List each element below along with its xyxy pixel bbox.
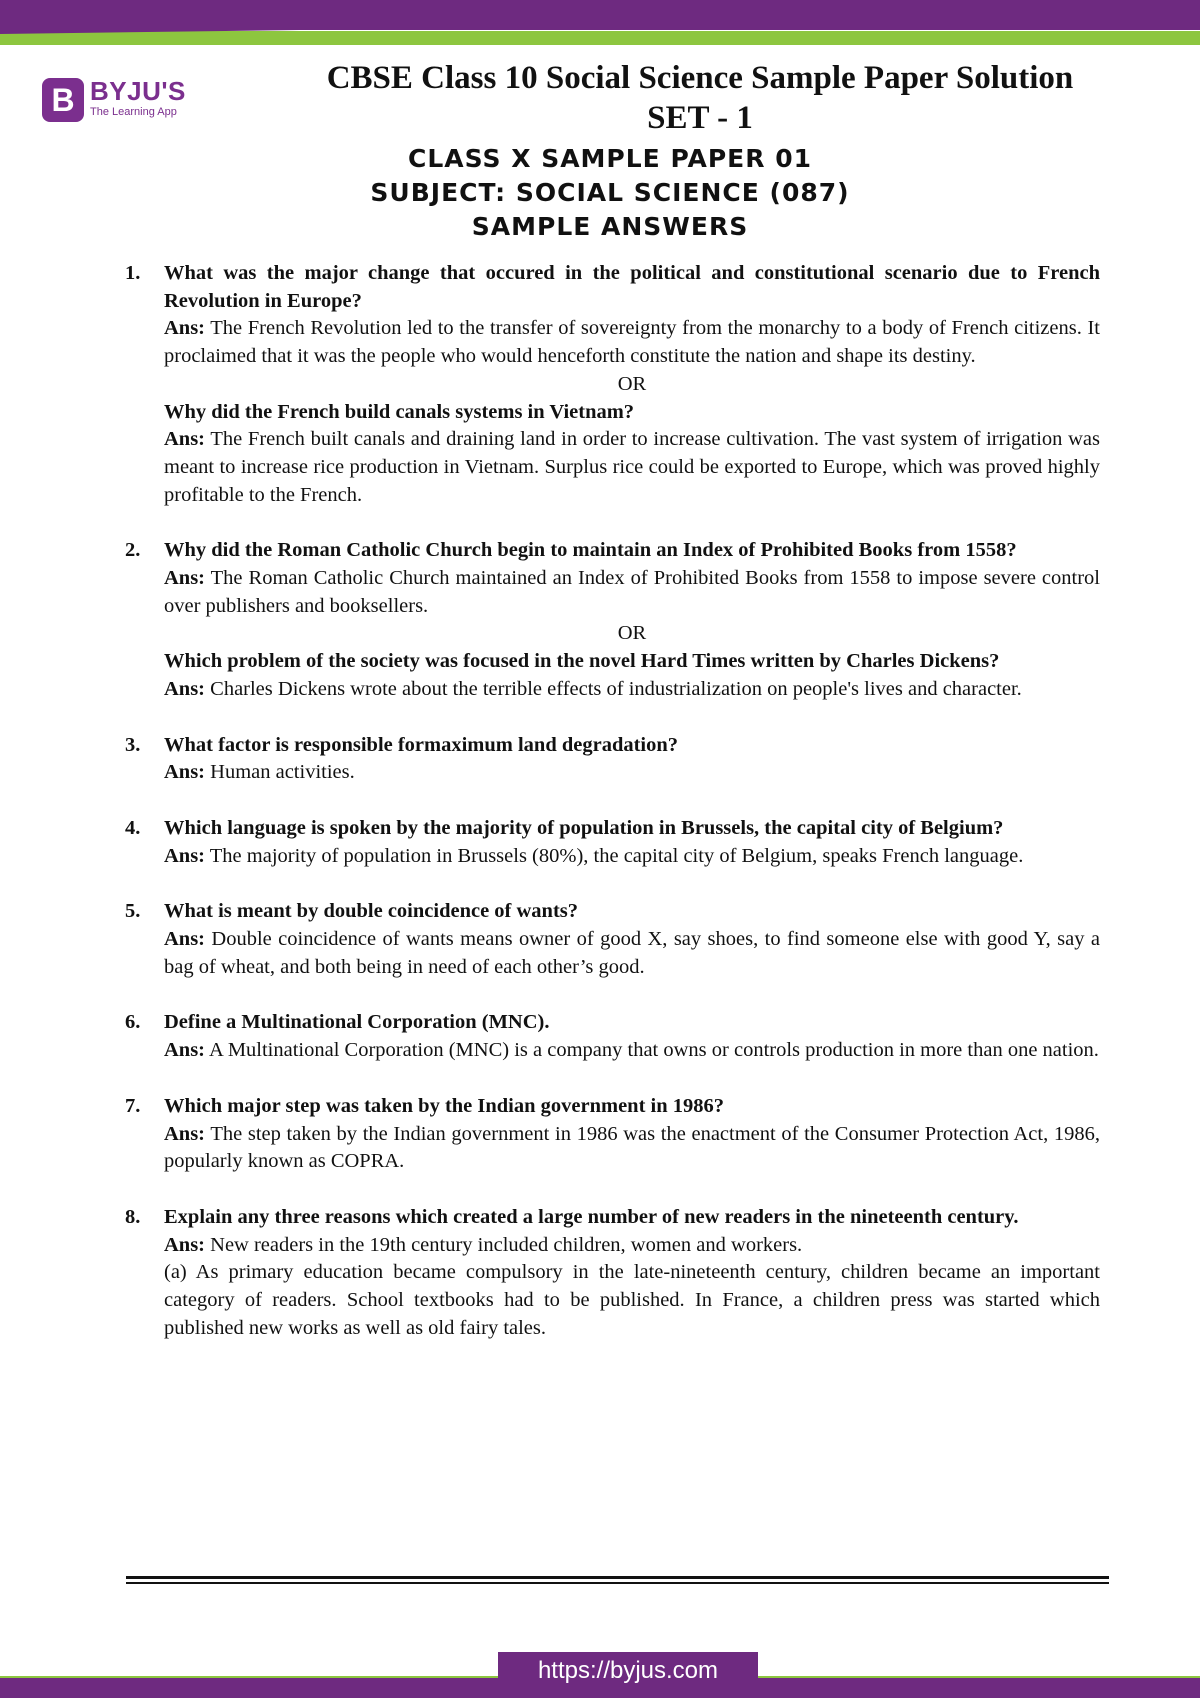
question-1 <box>125 260 1100 509</box>
answer-body: The majority of population in Brussels (80%), the capital city of Belgium, speaks French language. <box>209 844 1024 867</box>
question-8 <box>125 1204 1100 1343</box>
question-2 <box>125 537 1100 703</box>
title-line-2: SET - 1 <box>647 100 753 136</box>
subtitle-line-2: SUBJECT: SOCIAL SCIENCE (087) <box>370 178 850 207</box>
answer-body: Human activities. <box>210 761 355 784</box>
ans-label: Ans: <box>164 928 206 951</box>
question-number: 8. <box>125 1205 141 1228</box>
answer-body: The French Revolution led to the transfer of sovereignty from the monarchy to a body of French citizens. It proclaimed that it was the people who would henceforth constitute the nation and shape its destiny. <box>164 317 1100 368</box>
question-4 <box>125 815 1100 870</box>
answer-point-a: (a) As primary education became compulsory in the late-nineteenth century, children became an important category of readers. School textbooks had to be published. In France, a children press was started which published new works as well as old fairy tales. <box>164 1261 1100 1339</box>
top-banner <box>0 0 1200 46</box>
answer-text <box>164 1232 1100 1260</box>
alt-answer-text <box>164 426 1100 509</box>
answer-text <box>164 843 1100 871</box>
question-text: Why did the Roman Catholic Church begin to maintain an Index of Prohibited Books from 1558? <box>164 539 1017 562</box>
answer-body: Double coincidence of wants means owner of good X, say shoes, to find someone else with good Y, say a bag of wheat, and both being in need of each other’s good. <box>164 928 1100 978</box>
question-3 <box>125 732 1100 787</box>
question-6 <box>125 1009 1100 1064</box>
footer-url-link[interactable]: https://byjus.com <box>498 1652 758 1690</box>
question-number: 4. <box>125 816 141 839</box>
ans-label: Ans: <box>164 844 206 867</box>
subtitle-line-1: CLASS X SAMPLE PAPER 01 <box>408 144 812 173</box>
alt-question-text: Which problem of the society was focused in the novel Hard Times written by Charles Dickens? <box>164 650 1000 673</box>
footer-rule-thick <box>126 1576 1109 1579</box>
question-text: Define a Multinational Corporation (MNC). <box>164 1011 550 1034</box>
ans-label: Ans: <box>164 428 206 451</box>
ans-label: Ans: <box>164 1039 206 1062</box>
answer-text <box>164 315 1100 370</box>
question-number: 7. <box>125 1094 141 1117</box>
ans-label: Ans: <box>164 1122 206 1145</box>
top-banner-green <box>0 31 1200 45</box>
ans-label: Ans: <box>164 677 206 700</box>
answer-text <box>164 1121 1100 1176</box>
answer-text <box>164 1037 1100 1065</box>
question-text: Which major step was taken by the Indian government in 1986? <box>164 1094 724 1117</box>
ans-label: Ans: <box>164 567 206 590</box>
question-7 <box>125 1093 1100 1176</box>
or-separator: OR <box>617 622 647 645</box>
question-text: Explain any three reasons which created a large number of new readers in the nineteenth century. <box>164 1205 1019 1228</box>
answers-content <box>125 260 1100 1371</box>
page-title <box>230 58 1170 138</box>
answer-body: New readers in the 19th century included children, women and workers. <box>210 1233 803 1256</box>
answer-body: Charles Dickens wrote about the terrible effects of industrialization on people's lives and character. <box>210 677 1022 700</box>
question-text: What factor is responsible formaximum land degradation? <box>164 733 679 756</box>
answer-body: The Roman Catholic Church maintained an Index of Prohibited Books from 1558 to impose severe control over publishers and booksellers. <box>164 567 1100 617</box>
logo-name: BYJU'S <box>90 76 186 106</box>
subtitle-line-3: SAMPLE ANSWERS <box>471 212 749 241</box>
question-number: 2. <box>125 539 141 562</box>
answer-body: The French built canals and draining land in order to increase cultivation. The vast system of irrigation was meant to increase rice production in Vietnam. Surplus rice could be exported to Europe, which was proved highly profitable to the French. <box>164 428 1100 506</box>
answer-text <box>164 759 1100 787</box>
question-number: 5. <box>125 900 141 923</box>
answer-body: A Multinational Corporation (MNC) is a company that owns or controls production in more than one nation. <box>209 1039 1099 1062</box>
question-text: What was the major change that occured in the political and constitutional scenario due to French Revolution in Europe? <box>164 262 1100 312</box>
answer-text <box>164 565 1100 620</box>
alt-question-text: Why did the French build canals systems in Vietnam? <box>164 400 635 423</box>
question-text: Which language is spoken by the majority of population in Brussels, the capital city of Belgium? <box>164 816 1004 839</box>
question-number: 3. <box>125 733 141 756</box>
question-number: 1. <box>125 262 141 284</box>
title-line-1: CBSE Class 10 Social Science Sample Paper Solution <box>326 60 1074 96</box>
answer-text <box>164 926 1100 981</box>
ans-label: Ans: <box>164 761 206 784</box>
or-separator: OR <box>617 372 647 395</box>
logo-tagline: The Learning App <box>90 106 177 118</box>
question-number: 6. <box>125 1011 141 1034</box>
logo-mark-icon: B <box>42 78 84 122</box>
paper-heading <box>260 142 960 244</box>
question-5 <box>125 898 1100 981</box>
ans-label: Ans: <box>164 1233 206 1256</box>
ans-label: Ans: <box>164 317 206 340</box>
alt-answer-text <box>164 676 1100 704</box>
answer-body: The step taken by the Indian government in 1986 was the enactment of the Consumer Protection Act, 1986, popularly known as COPRA. <box>164 1122 1100 1173</box>
question-text: What is meant by double coincidence of wants? <box>164 900 579 923</box>
byjus-logo <box>42 78 202 126</box>
footer-rule-thin <box>126 1582 1109 1584</box>
